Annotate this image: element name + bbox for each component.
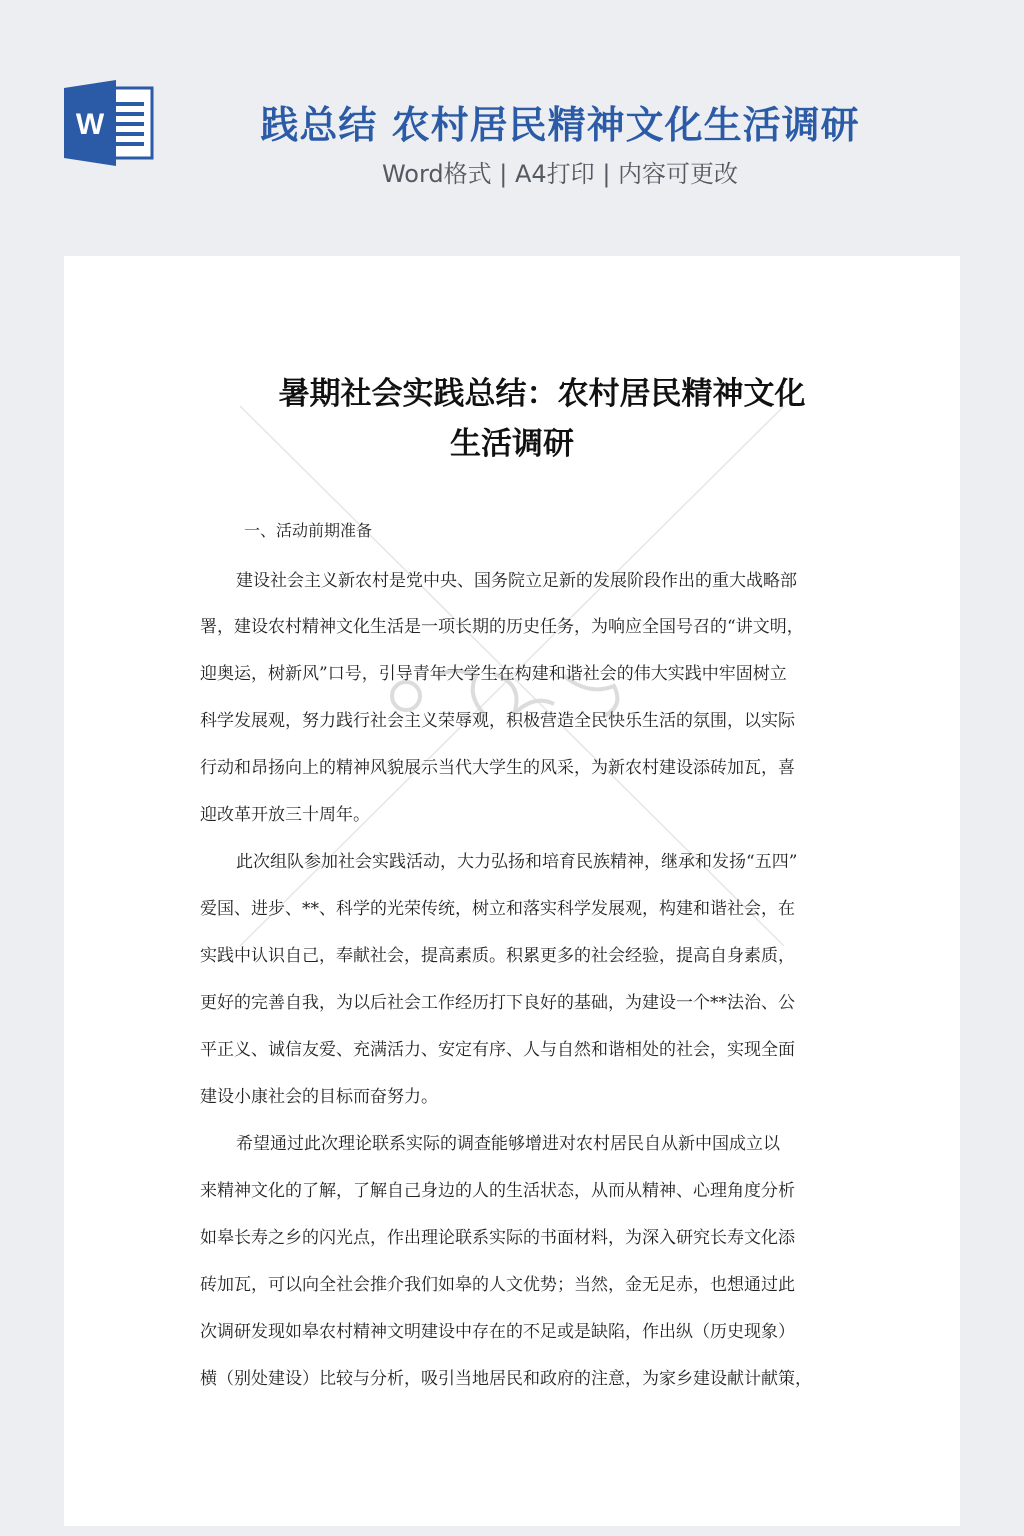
- body-line: 署，建设农村精神文化生活是一项长期的历史任务，为响应全国号召的“讲文明，: [200, 617, 804, 637]
- word-logo-letter: W: [75, 108, 105, 141]
- document-title-line-2: 生活调研: [450, 426, 574, 462]
- body-line: 更好的完善自我，为以后社会工作经历打下良好的基础，为建设一个**法治、公: [200, 993, 795, 1013]
- section-heading: 一、活动前期准备: [244, 521, 373, 540]
- body-line: 行动和昂扬向上的精神风貌展示当代大学生的风采，为新农村建设添砖加瓦，喜: [200, 758, 795, 778]
- body-line: 如皋长寿之乡的闪光点，作出理论联系实际的书面材料，为深入研究长寿文化添: [200, 1228, 795, 1248]
- body-line: 来精神文化的了解，了解自己身边的人的生活状态，从而从精神、心理角度分析: [200, 1181, 795, 1201]
- body-line: 横（别处建设）比较与分析，吸引当地居民和政府的注意，为家乡建设献计献策，: [200, 1369, 812, 1389]
- header-banner: [0, 0, 1024, 250]
- body-line: 砖加瓦，可以向全社会推介我们如皋的人文优势；当然，金无足赤，也想通过此: [200, 1275, 795, 1295]
- body-line: 迎奥运，树新风”口号，引导青年大学生在构建和谐社会的伟大实践中牢固树立: [200, 664, 787, 684]
- banner-subtitle: Word格式 | A4打印 | 内容可更改: [381, 160, 739, 188]
- document-title-line-1: 暑期社会实践总结：农村居民精神文化: [278, 376, 806, 412]
- body-line: 次调研发现如皋农村精神文明建设中存在的不足或是缺陷，作出纵（历史现象）: [200, 1322, 795, 1342]
- body-line: 建设小康社会的目标而奋努力。: [200, 1087, 438, 1107]
- body-line: 科学发展观，努力践行社会主义荣辱观，积极营造全民快乐生活的氛围，以实际: [200, 711, 795, 731]
- body-line: 此次组队参加社会实践活动，大力弘扬和培育民族精神，继承和发扬“五四”: [236, 852, 798, 872]
- body-line: 迎改革开放三十周年。: [200, 805, 370, 825]
- body-line: 希望通过此次理论联系实际的调查能够增进对农村居民自从新中国成立以: [236, 1134, 780, 1154]
- document-page: [64, 256, 960, 1526]
- body-line: 建设社会主义新农村是党中央、国务院立足新的发展阶段作出的重大战略部: [236, 571, 797, 591]
- banner-title: 践总结 农村居民精神文化生活调研: [260, 103, 860, 147]
- body-line: 爱国、进步、**、科学的光荣传统，树立和落实科学发展观，构建和谐社会，在: [200, 899, 795, 919]
- word-document-icon: [64, 80, 156, 166]
- body-line: 平正义、诚信友爱、充满活力、安定有序、人与自然和谐相处的社会，实现全面: [200, 1040, 795, 1060]
- body-line: 实践中认识自己，奉献社会，提高素质。积累更多的社会经验，提高自身素质，: [200, 946, 795, 966]
